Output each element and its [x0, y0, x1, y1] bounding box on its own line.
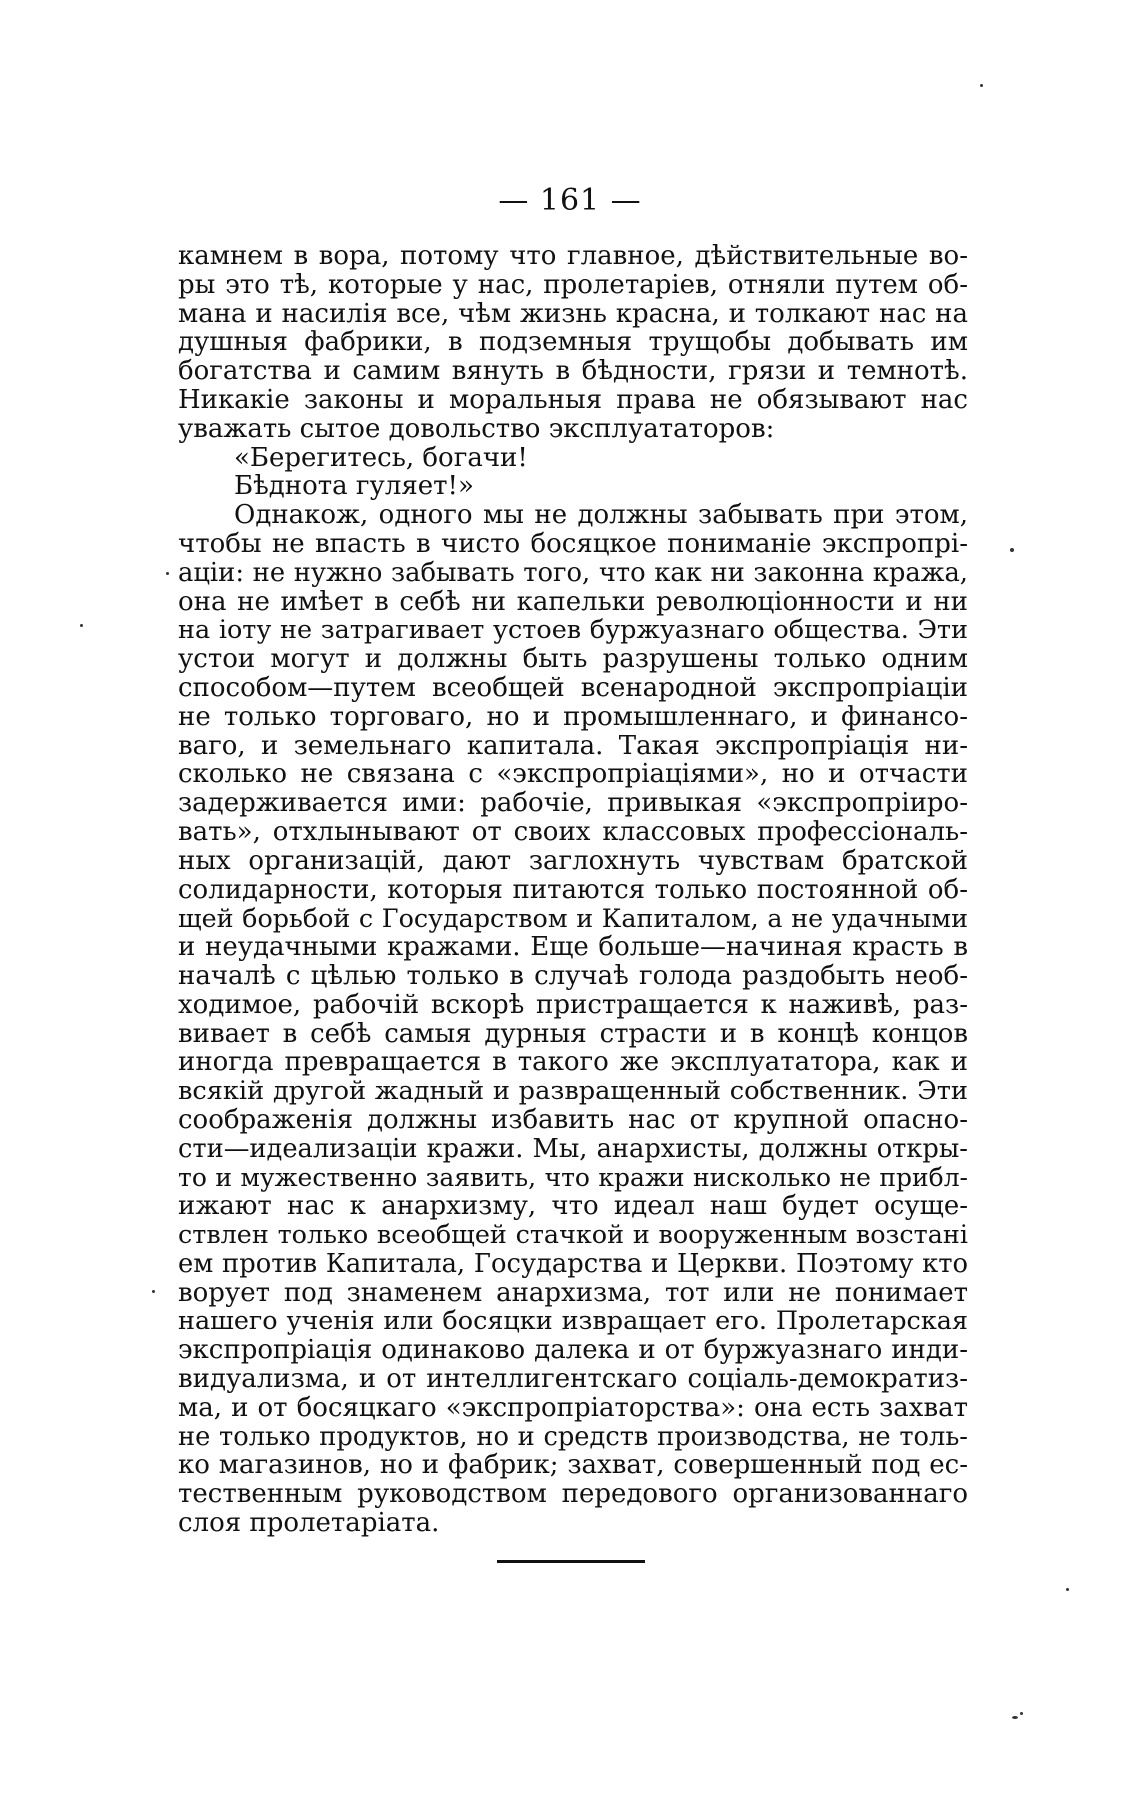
text-line: не только продуктов, но и средств производства, не толь- — [178, 1421, 968, 1452]
text-line: чтобы не впасть в чисто босяцкое пониманіе экспропрі- — [178, 528, 968, 559]
text-line: солидарности, которыя питаются только постоянной об- — [178, 874, 968, 905]
text-line: не только торговаго, но и промышленнаго, и финансо- — [178, 701, 968, 732]
text-line: уважать сытое довольство эксплуататоров: — [178, 413, 775, 444]
text-line: ходимое, рабочій вскорѣ пристращается к наживѣ, раз- — [178, 989, 968, 1020]
text-line: богатства и самим вянуть в бѣдности, грязи и темнотѣ. — [178, 356, 968, 387]
scan-speck — [152, 1290, 155, 1293]
text-line: душныя фабрики, в подземныя трущобы добывать им — [178, 327, 968, 358]
text-line: сколько не связана с «экспропріаціями», но и отчасти — [178, 759, 968, 790]
scan-speck — [1010, 548, 1014, 552]
text-line: ваго, и земельнаго капитала. Такая экспропріація ни- — [178, 730, 968, 761]
text-line: ма, и от босяцкаго «экспропріаторства»: она есть захват — [178, 1392, 968, 1423]
section-end-rule — [497, 1560, 645, 1563]
paragraph-start-line: Однакож, одного мы не должны забывать при этом, — [234, 500, 968, 531]
scan-speck — [80, 624, 83, 627]
text-line: Никакіе законы и моральныя права не обязывают нас — [178, 384, 968, 415]
text-line: аціи: не нужно забывать того, что как ни законна кража, — [178, 557, 968, 588]
verse-line: Бѣднота гуляет!» — [234, 471, 474, 502]
text-line: она не имѣет в себѣ ни капельки революціонности и ни — [178, 586, 968, 617]
text-line: ем против Капитала, Государства и Церкви. Поэтому кто — [178, 1248, 968, 1279]
scan-speck — [1066, 1588, 1069, 1591]
text-line: вивает в себѣ самыя дурныя страсти и в концѣ концов — [178, 1018, 968, 1049]
text-line: щей борьбой с Государством и Капиталом, а не удачными — [178, 903, 968, 934]
text-line: всякій другой жадный и развращенный собственник. Эти — [178, 1076, 968, 1107]
text-line: на іоту не затрагивает устоев буржуазнаго общества. Эти — [178, 615, 968, 646]
text-line: ижают нас к анархизму, что идеал наш будет осуще- — [178, 1191, 968, 1222]
text-line: способом—путем всеобщей всенародной экспропріаціи — [178, 672, 968, 703]
text-line: и неудачными кражами. Еще больше—начиная красть в — [178, 932, 968, 963]
page-number: — 161 — — [498, 183, 642, 218]
text-line: ствлен только всеобщей стачкой и вооруженным возстані — [178, 1220, 968, 1251]
text-line: иногда превращается в такого же эксплуататора, как и — [178, 1047, 968, 1078]
scan-speck — [980, 84, 983, 87]
text-line: сти—идеализаціи кражи. Мы, анархисты, должны откры- — [178, 1133, 968, 1164]
text-line: вать», отхлынывают от своих классовых профессіональ- — [178, 816, 968, 847]
text-line: нашего ученія или босяцки извращает его. Пролетарская — [178, 1306, 968, 1337]
text-line: ры это тѣ, которые у нас, пролетаріев, отняли путем об- — [178, 269, 968, 300]
text-line: мана и насилія все, чѣм жизнь красна, и толкают нас на — [178, 298, 968, 329]
text-line: видуализма, и от интеллигентскаго соціаль-демократиз- — [178, 1364, 968, 1395]
text-line: ных организацій, дают заглохнуть чувствам братской — [178, 845, 968, 876]
verse-line: «Берегитесь, богачи! — [234, 442, 528, 473]
text-line: тественным руководством передового организованнаго — [178, 1479, 968, 1510]
text-line: началѣ с цѣлью только в случаѣ голода раздобыть необ- — [178, 960, 968, 991]
text-line: задерживается ими: рабочіе, привыкая «экспропріиро- — [178, 788, 968, 819]
text-line: ко магазинов, но и фабрик; захват, совершенный под ес- — [178, 1450, 968, 1481]
text-line: экспропріація одинаково далека и от буржуазнаго инди- — [178, 1335, 968, 1366]
text-line: слоя пролетаріата. — [178, 1508, 440, 1539]
scan-speck — [1012, 1716, 1018, 1719]
body-text — [178, 242, 968, 1538]
text-line: то и мужественно заявить, что кражи нисколько не прибл- — [178, 1162, 968, 1192]
text-line: соображенія должны избавить нас от крупной опасно- — [178, 1104, 968, 1135]
text-line: устои могут и должны быть разрушены только одним — [178, 644, 968, 675]
scan-speck — [1020, 1712, 1023, 1715]
text-line: ворует под знаменем анархизма, тот или не понимает — [178, 1277, 968, 1308]
scan-speck — [166, 572, 169, 575]
text-line: камнем в вора, потому что главное, дѣйствительные во- — [178, 241, 968, 271]
